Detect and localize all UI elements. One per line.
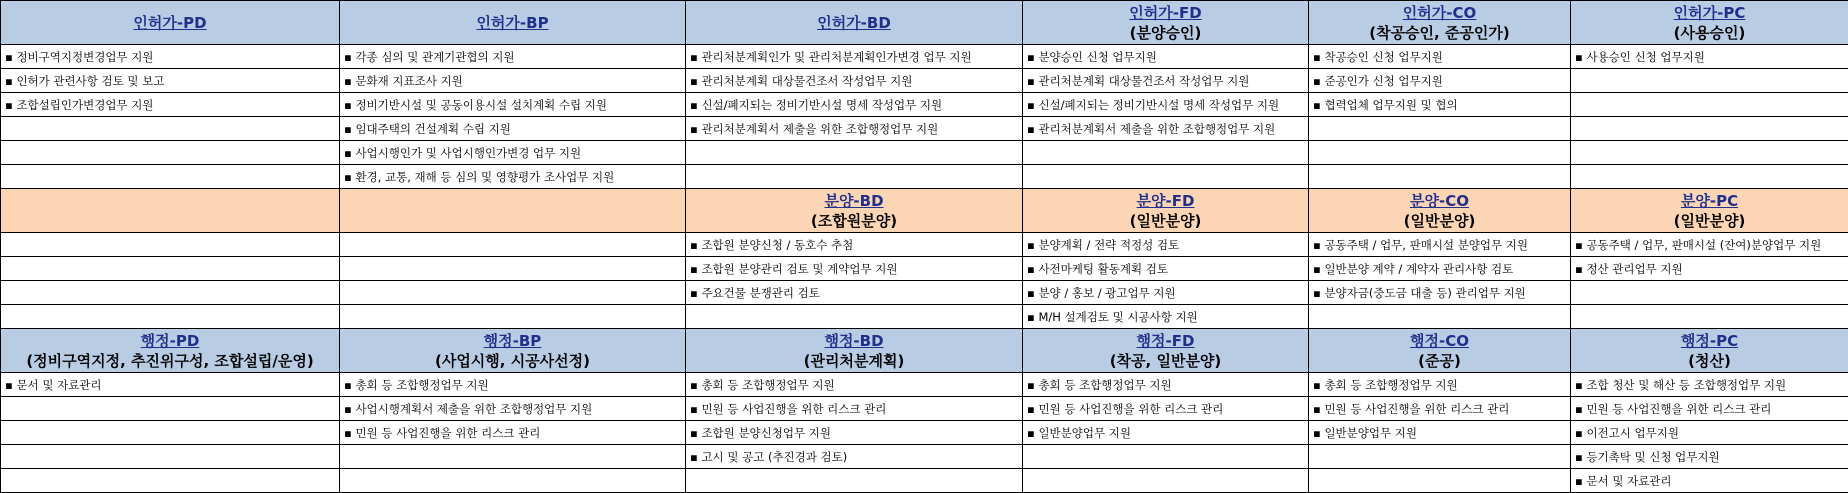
- task-cell: ▪ 총회 등 조합행정업무 지원: [340, 373, 686, 397]
- task-cell: [1, 445, 340, 469]
- task-cell: ▪ 관리처분계획 대상물건조서 작성업무 지원: [1023, 69, 1309, 93]
- task-cell: ▪ 분양승인 신청 업무지원: [1023, 45, 1309, 69]
- task-cell: ▪ 정산 관리업무 지원: [1571, 257, 1848, 281]
- task-cell: ▪ 준공인가 신청 업무지원: [1309, 69, 1571, 93]
- task-cell: ▪ 임대주택의 건설계획 수립 지원: [340, 117, 686, 141]
- task-cell: [1, 257, 340, 281]
- section-header-cell: [1, 329, 340, 373]
- header-title: 인허가-BP: [344, 13, 681, 33]
- task-cell: ▪ 사업시행인가 및 사업시행인가변경 업무 지원: [340, 141, 686, 165]
- task-cell: [1023, 165, 1309, 189]
- task-cell: ▪ 총회 등 조합행정업무 지원: [1309, 373, 1571, 397]
- task-cell: ▪ 민원 등 사업진행을 위한 리스크 관리: [1309, 397, 1571, 421]
- task-cell: ▪ 분양계획 / 전략 적정성 검토: [1023, 233, 1309, 257]
- section-header-cell: [1, 1, 340, 45]
- task-cell: ▪ 조합설립인가변경업무 지원: [1, 93, 340, 117]
- task-cell: ▪ 문화재 지표조사 지원: [340, 69, 686, 93]
- task-cell: ▪ 사전마케팅 활동계획 검토: [1023, 257, 1309, 281]
- task-cell: ▪ 조합원 분양신청 / 동호수 추첨: [686, 233, 1023, 257]
- task-cell: ▪ 사업시행계획서 제출을 위한 조합행정업무 지원: [340, 397, 686, 421]
- section-header-cell: [1309, 189, 1571, 233]
- section-header-cell: [1571, 189, 1848, 233]
- task-cell: [1571, 165, 1848, 189]
- task-cell: ▪ 문서 및 자료관리: [1571, 469, 1848, 493]
- task-cell: ▪ 민원 등 사업진행을 위한 리스크 관리: [1023, 397, 1309, 421]
- task-cell: [1571, 305, 1848, 329]
- header-title: 인허가-PD: [5, 13, 335, 33]
- header-subtitle: (정비구역지정, 추진위구성, 조합설립/운영): [5, 351, 335, 371]
- task-cell: [1571, 117, 1848, 141]
- task-cell: [686, 305, 1023, 329]
- section-header-cell: [1309, 1, 1571, 45]
- section-header-cell: [1571, 329, 1848, 373]
- table-row: [1, 93, 1848, 117]
- header-subtitle: (일반분양): [1027, 211, 1304, 231]
- header-title: 분양-BD: [690, 191, 1018, 211]
- task-cell: ▪ 이전고시 업무지원: [1571, 421, 1848, 445]
- section-header-cell: [1023, 329, 1309, 373]
- header-title: 행정-PC: [1575, 331, 1844, 351]
- task-cell: ▪ 관리처분계획서 제출을 위한 조합행정업무 지원: [1023, 117, 1309, 141]
- task-cell: ▪ M/H 설계검토 및 시공사항 지원: [1023, 305, 1309, 329]
- task-cell: ▪ 정비구역지정변경업무 지원: [1, 45, 340, 69]
- task-cell: ▪ 총회 등 조합행정업무 지원: [686, 373, 1023, 397]
- header-title: 인허가-FD: [1027, 3, 1304, 23]
- table-row: [1, 117, 1848, 141]
- section-header-row: [1, 189, 1848, 233]
- section-header-cell: [1571, 1, 1848, 45]
- header-subtitle: (착공, 일반분양): [1027, 351, 1304, 371]
- table-row: [1, 281, 1848, 305]
- header-title: 행정-PD: [5, 331, 335, 351]
- header-title: 인허가-BD: [690, 13, 1018, 33]
- task-cell: ▪ 조합 청산 및 해산 등 조합행정업무 지원: [1571, 373, 1848, 397]
- section-header-cell: [340, 1, 686, 45]
- task-cell: ▪ 민원 등 사업진행을 위한 리스크 관리: [1571, 397, 1848, 421]
- task-cell: ▪ 민원 등 사업진행을 위한 리스크 관리: [340, 421, 686, 445]
- task-cell: ▪ 분양 / 홍보 / 광고업무 지원: [1023, 281, 1309, 305]
- header-title: 행정-CO: [1313, 331, 1566, 351]
- section-header-cell: [340, 189, 686, 233]
- section-header-row: [1, 1, 1848, 45]
- task-cell: ▪ 신설/폐지되는 정비기반시설 명세 작성업무 지원: [686, 93, 1023, 117]
- header-subtitle: (분양승인): [1027, 23, 1304, 43]
- task-cell: [1, 469, 340, 493]
- task-cell: ▪ 관리처분계획인가 및 관리처분계획인가변경 업무 지원: [686, 45, 1023, 69]
- task-cell: [340, 281, 686, 305]
- task-cell: [1023, 141, 1309, 165]
- table-row: [1, 373, 1848, 397]
- task-cell: ▪ 민원 등 사업진행을 위한 리스크 관리: [686, 397, 1023, 421]
- section-header-cell: [1, 189, 340, 233]
- section-header-cell: [686, 1, 1023, 45]
- task-cell: ▪ 주요건물 분쟁관리 검토: [686, 281, 1023, 305]
- task-cell: [1, 421, 340, 445]
- table-row: [1, 257, 1848, 281]
- task-cell: ▪ 착공승인 신청 업무지원: [1309, 45, 1571, 69]
- task-cell: ▪ 협력업체 업무지원 및 협의: [1309, 93, 1571, 117]
- table-row: [1, 445, 1848, 469]
- task-cell: ▪ 환경, 교통, 재해 등 심의 및 영향평가 조사업무 지원: [340, 165, 686, 189]
- task-cell: [1571, 281, 1848, 305]
- task-cell: [1, 397, 340, 421]
- header-subtitle: (준공): [1313, 351, 1566, 371]
- header-title: 행정-BD: [690, 331, 1018, 351]
- task-cell: [1309, 445, 1571, 469]
- task-cell: [340, 469, 686, 493]
- task-cell: ▪ 공동주택 / 업무, 판매시설 (잔여)분양업무 지원: [1571, 233, 1848, 257]
- header-subtitle: (조합원분양): [690, 211, 1018, 231]
- header-subtitle: (청산): [1575, 351, 1844, 371]
- section-header-cell: [340, 329, 686, 373]
- task-cell: ▪ 신설/폐지되는 정비기반시설 명세 작성업무 지원: [1023, 93, 1309, 117]
- task-cell: [340, 305, 686, 329]
- task-cell: [1571, 93, 1848, 117]
- table-row: [1, 421, 1848, 445]
- header-title: 분양-CO: [1313, 191, 1566, 211]
- table-row: [1, 397, 1848, 421]
- header-subtitle: (사용승인): [1575, 23, 1844, 43]
- task-cell: ▪ 정비기반시설 및 공동이용시설 설치계획 수립 지원: [340, 93, 686, 117]
- task-cell: ▪ 일반분양업무 지원: [1023, 421, 1309, 445]
- task-cell: [686, 141, 1023, 165]
- header-title: 행정-BP: [344, 331, 681, 351]
- table-row: [1, 45, 1848, 69]
- header-subtitle: (일반분양): [1313, 211, 1566, 231]
- task-cell: ▪ 관리처분계획서 제출을 위한 조합행정업무 지원: [686, 117, 1023, 141]
- task-cell: [1309, 469, 1571, 493]
- header-title: 분양-FD: [1027, 191, 1304, 211]
- task-cell: ▪ 조합원 분양관리 검토 및 계약업무 지원: [686, 257, 1023, 281]
- task-cell: [1309, 305, 1571, 329]
- task-cell: ▪ 고시 및 공고 (추진경과 검토): [686, 445, 1023, 469]
- section-header-cell: [1023, 1, 1309, 45]
- task-cell: ▪ 분양자금(중도금 대출 등) 관리업무 지원: [1309, 281, 1571, 305]
- task-cell: [1309, 141, 1571, 165]
- header-title: 행정-FD: [1027, 331, 1304, 351]
- header-title: 인허가-PC: [1575, 3, 1844, 23]
- task-cell: [1, 117, 340, 141]
- task-cell: [340, 257, 686, 281]
- table-row: [1, 469, 1848, 493]
- table-row: [1, 305, 1848, 329]
- task-cell: [1, 141, 340, 165]
- header-title: 인허가-CO: [1313, 3, 1566, 23]
- header-subtitle: (사업시행, 시공사선정): [344, 351, 681, 371]
- task-cell: ▪ 사용승인 신청 업무지원: [1571, 45, 1848, 69]
- task-cell: [1, 281, 340, 305]
- task-cell: [1023, 445, 1309, 469]
- table-row: [1, 141, 1848, 165]
- task-cell: ▪ 각종 심의 및 관계기관협의 지원: [340, 45, 686, 69]
- section-header-row: [1, 329, 1848, 373]
- task-cell: ▪ 공동주택 / 업무, 판매시설 분양업무 지원: [1309, 233, 1571, 257]
- section-header-cell: [686, 189, 1023, 233]
- task-cell: [340, 233, 686, 257]
- task-cell: [1571, 141, 1848, 165]
- task-cell: ▪ 문서 및 자료관리: [1, 373, 340, 397]
- header-subtitle: (착공승인, 준공인가): [1313, 23, 1566, 43]
- header-subtitle: (관리처분계획): [690, 351, 1018, 371]
- task-cell: ▪ 총회 등 조합행정업무 지원: [1023, 373, 1309, 397]
- task-cell: [1571, 69, 1848, 93]
- header-subtitle: (일반분양): [1575, 211, 1844, 231]
- task-cell: ▪ 관리처분계획 대상물건조서 작성업무 지원: [686, 69, 1023, 93]
- task-cell: ▪ 인허가 관련사항 검토 및 보고: [1, 69, 340, 93]
- task-cell: ▪ 일반분양 계약 / 계약자 관리사항 검토: [1309, 257, 1571, 281]
- section-header-cell: [686, 329, 1023, 373]
- task-cell: [1309, 117, 1571, 141]
- task-cell: [1, 305, 340, 329]
- table-row: [1, 165, 1848, 189]
- task-cell: [686, 165, 1023, 189]
- header-title: 분양-PC: [1575, 191, 1844, 211]
- table-row: [1, 69, 1848, 93]
- section-header-cell: [1023, 189, 1309, 233]
- task-cell: [1309, 165, 1571, 189]
- task-cell: [340, 445, 686, 469]
- task-cell: [686, 469, 1023, 493]
- table-row: [1, 233, 1848, 257]
- task-cell: [1, 233, 340, 257]
- task-cell: [1023, 469, 1309, 493]
- task-cell: [1, 165, 340, 189]
- task-cell: ▪ 일반분양업무 지원: [1309, 421, 1571, 445]
- task-cell: ▪ 등기촉탁 및 신청 업무지원: [1571, 445, 1848, 469]
- task-cell: ▪ 조합원 분양신청업무 지원: [686, 421, 1023, 445]
- section-header-cell: [1309, 329, 1571, 373]
